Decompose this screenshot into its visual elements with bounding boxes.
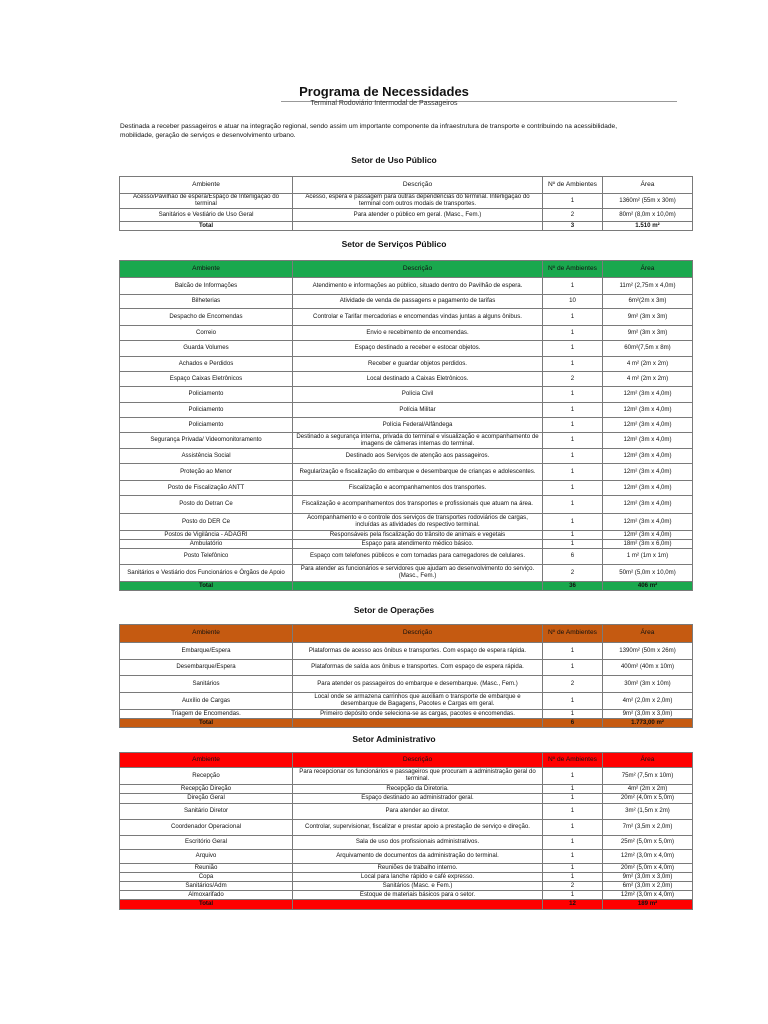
table-row: [120, 341, 693, 357]
cell-descricao: Controlar e Tarifar mercadorias e encomendas vindas juntas a alguns ônibus.: [293, 309, 543, 326]
cell-descricao: Recepção da Diretoria.: [293, 785, 543, 794]
header-descricao: Descrição: [293, 177, 543, 194]
total-row: [120, 719, 693, 728]
cell-ambiente: Postos de Vigilância - ADAGRI: [120, 531, 293, 540]
intro-paragraph: Destinada a receber passageiros e atuar na integração regional, sendo assim um importante componente da infraestrutura de transporte e contribuindo na acessibilidade, mobilidade, geração de serviços e desenvolvimento urbano.: [120, 123, 618, 139]
total-empty-cell: [293, 222, 543, 231]
header-descricao: Descrição: [293, 625, 543, 643]
cell-area: 25m² (5,0m x 5,0m): [603, 836, 693, 850]
cell-numero: 1: [543, 820, 603, 836]
header-numero: Nº de Ambientes: [543, 753, 603, 768]
cell-descricao: Destinado a segurança interna, privada do terminal e visualização e acompanhamento de imagens de câmeras internas do terminal.: [293, 433, 543, 449]
header-ambiente: Ambiente: [120, 625, 293, 643]
cell-descricao: Atividade de venda de passagens e pagamento de tarifas: [293, 295, 543, 309]
table-row: [120, 768, 693, 785]
document-title: Programa de Necessidades: [299, 84, 469, 99]
cell-ambiente: Sanitários/Adm: [120, 882, 293, 891]
cell-numero: 1: [543, 768, 603, 785]
table-row: [120, 326, 693, 341]
cell-numero: 1: [543, 540, 603, 549]
table-row: [120, 496, 693, 514]
table-row: [120, 295, 693, 309]
cell-numero: 1: [543, 464, 603, 481]
header-area: Área: [603, 753, 693, 768]
table-row: [120, 804, 693, 820]
cell-numero: 2: [543, 565, 603, 582]
cell-area: 12m² (3m x 4,0m): [603, 418, 693, 433]
cell-descricao: Acesso, espera e passagem para outras dependências do terminal. Interligação do terminal com outros modais de transportes.: [293, 194, 543, 209]
cell-numero: 1: [543, 531, 603, 540]
total-empty-cell: [293, 900, 543, 910]
cell-ambiente: Policiamento: [120, 403, 293, 418]
cell-numero: 1: [543, 804, 603, 820]
cell-area: 6m²(2m x 3m): [603, 295, 693, 309]
table-row: [120, 209, 693, 222]
cell-ambiente: Segurança Privada/ Videomonitoramento: [120, 433, 293, 449]
cell-ambiente: Sanitários: [120, 676, 293, 693]
total-empty-cell: [293, 719, 543, 728]
cell-numero: 1: [543, 194, 603, 209]
cell-area: 12m² (3,0m x 4,0m): [603, 891, 693, 900]
table-row: [120, 514, 693, 531]
cell-ambiente: Sanitário Diretor: [120, 804, 293, 820]
cell-ambiente: Posto do Detran Ce: [120, 496, 293, 514]
cell-area: 50m² (5,0m x 10,0m): [603, 565, 693, 582]
table-row: [120, 449, 693, 464]
cell-area: 75m² (7,5m x 10m): [603, 768, 693, 785]
cell-numero: 10: [543, 295, 603, 309]
cell-numero: 1: [543, 514, 603, 531]
cell-area: 9m² (3,0m x 3,0m): [603, 710, 693, 719]
cell-area: 400m² (40m x 10m): [603, 660, 693, 676]
cell-descricao: Destinado aos Serviços de atenção aos passageiros.: [293, 449, 543, 464]
cell-numero: 1: [543, 643, 603, 660]
table-servicos: [119, 260, 693, 591]
table-row: [120, 676, 693, 693]
cell-descricao: Primeiro depósito onde seleciona-se as cargas, pacotes e encomendas.: [293, 710, 543, 719]
cell-numero: 1: [543, 794, 603, 804]
header-ambiente: Ambiente: [120, 177, 293, 194]
table-row: [120, 660, 693, 676]
cell-area: 3m² (1,5m x 2m): [603, 804, 693, 820]
cell-area: 12m² (3m x 4,0m): [603, 481, 693, 496]
table-row: [120, 194, 693, 209]
header-numero: Nº de Ambientes: [543, 625, 603, 643]
cell-area: 4 m² (2m x 2m): [603, 372, 693, 387]
cell-descricao: Arquivamento de documentos da administração do terminal.: [293, 850, 543, 864]
header-numero: Nº de Ambientes: [543, 261, 603, 278]
total-area: 1.510 m²: [603, 222, 693, 231]
cell-area: 4 m² (2m x 2m): [603, 357, 693, 372]
cell-numero: 1: [543, 418, 603, 433]
total-label: Total: [120, 900, 293, 910]
total-label: Total: [120, 582, 293, 591]
cell-ambiente: Posto do DER Ce: [120, 514, 293, 531]
cell-ambiente: Posto Telefônico: [120, 549, 293, 565]
table-row: [120, 785, 693, 794]
cell-descricao: Estoque de materiais básicos para o setor.: [293, 891, 543, 900]
total-row: [120, 222, 693, 231]
cell-numero: 1: [543, 326, 603, 341]
cell-ambiente: Arquivo: [120, 850, 293, 864]
cell-area: 12m² (3m x 4,0m): [603, 464, 693, 481]
document-subtitle: Terminal Rodoviário Intermodal de Passageiros: [310, 100, 458, 107]
header-area: Área: [603, 625, 693, 643]
cell-ambiente: Embarque/Espera: [120, 643, 293, 660]
cell-descricao: Responsáveis pela fiscalização do trânsito de animais e vegetais: [293, 531, 543, 540]
cell-area: 6m² (3,0m x 2,0m): [603, 882, 693, 891]
cell-area: 30m² (3m x 10m): [603, 676, 693, 693]
cell-descricao: Espaço destinado ao administrador geral.: [293, 794, 543, 804]
table-row: [120, 418, 693, 433]
cell-ambiente: Espaço Caixas Eletrônicos: [120, 372, 293, 387]
header-descricao: Descrição: [293, 753, 543, 768]
table-row: [120, 565, 693, 582]
table-uso-publico: [119, 176, 693, 231]
cell-numero: 1: [543, 836, 603, 850]
cell-ambiente: Ambulatório: [120, 540, 293, 549]
cell-descricao: Polícia Civil: [293, 387, 543, 403]
header-ambiente: Ambiente: [120, 261, 293, 278]
cell-ambiente: Coordenador Operacional: [120, 820, 293, 836]
cell-descricao: Acompanhamento e o controle dos serviços de transportes rodoviários de cargas, incluídas as atividades do respectivo terminal.: [293, 514, 543, 531]
header-area: Área: [603, 261, 693, 278]
cell-numero: 1: [543, 341, 603, 357]
table-row: [120, 433, 693, 449]
table-row: [120, 540, 693, 549]
table-header-row: [120, 753, 693, 768]
cell-descricao: Sala de uso dos profissionais administrativos.: [293, 836, 543, 850]
table-row: [120, 481, 693, 496]
cell-numero: 1: [543, 710, 603, 719]
cell-descricao: Fiscalização e acompanhamentos dos transportes.: [293, 481, 543, 496]
cell-area: 18m² (3m x 6,0m): [603, 540, 693, 549]
cell-numero: 1: [543, 357, 603, 372]
cell-area: 60m²(7,5m x 8m): [603, 341, 693, 357]
cell-numero: 2: [543, 676, 603, 693]
cell-numero: 1: [543, 693, 603, 710]
cell-descricao: Local onde se armazena carrinhos que auxiliam o transporte de embarque e desembarque de Bagagens, Pacotes e Cargas em geral.: [293, 693, 543, 710]
cell-numero: 1: [543, 481, 603, 496]
table-administrativo: [119, 752, 693, 910]
table-row: [120, 794, 693, 804]
table-row: [120, 387, 693, 403]
cell-descricao: Espaço destinado a receber e estocar objetos.: [293, 341, 543, 357]
table-row: [120, 864, 693, 873]
cell-descricao: Para atender as funcionários e servidores que ajudam ao desenvolvimento do serviço. (Masc., Fem.): [293, 565, 543, 582]
cell-ambiente: Guarda Volumes: [120, 341, 293, 357]
table-row: [120, 549, 693, 565]
cell-ambiente: Reunião: [120, 864, 293, 873]
cell-area: 12m² (3m x 4,0m): [603, 433, 693, 449]
cell-ambiente: Direção Geral: [120, 794, 293, 804]
cell-ambiente: Balcão de Informações: [120, 278, 293, 295]
cell-area: 1390m² (50m x 26m): [603, 643, 693, 660]
total-label: Total: [120, 719, 293, 728]
cell-numero: 1: [543, 660, 603, 676]
table-row: [120, 278, 693, 295]
table-row: [120, 820, 693, 836]
cell-descricao: Plataformas de acesso aos ônibus e transportes. Com espaço de espera rápida.: [293, 643, 543, 660]
cell-area: 12m² (3m x 4,0m): [603, 531, 693, 540]
cell-numero: 1: [543, 433, 603, 449]
total-empty-cell: [293, 582, 543, 591]
cell-area: 9m² (3m x 3m): [603, 326, 693, 341]
cell-ambiente: Escritório Geral: [120, 836, 293, 850]
header-ambiente: Ambiente: [120, 753, 293, 768]
cell-area: 9m² (3,0m x 3,0m): [603, 873, 693, 882]
table-row: [120, 643, 693, 660]
cell-ambiente: Desembarque/Espera: [120, 660, 293, 676]
header-descricao: Descrição: [293, 261, 543, 278]
cell-ambiente: Triagem de Encomendas.: [120, 710, 293, 719]
cell-descricao: Receber e guardar objetos perdidos.: [293, 357, 543, 372]
header-area: Área: [603, 177, 693, 194]
cell-numero: 1: [543, 496, 603, 514]
table-row: [120, 372, 693, 387]
cell-descricao: Para atender os passageiros do embarque e desembarque. (Masc., Fem.): [293, 676, 543, 693]
cell-area: 1360m² (55m x 30m): [603, 194, 693, 209]
cell-descricao: Espaço para atendimento médico básico.: [293, 540, 543, 549]
cell-area: 12m² (3m x 4,0m): [603, 514, 693, 531]
cell-descricao: Fiscalização e acompanhamentos dos transportes e profissionais que atuam na área.: [293, 496, 543, 514]
cell-numero: 1: [543, 278, 603, 295]
cell-descricao: Polícia Federal/Alfândega: [293, 418, 543, 433]
cell-area: 4m² (2,0m x 2,0m): [603, 693, 693, 710]
table-row: [120, 710, 693, 719]
total-count: 12: [543, 900, 603, 910]
cell-numero: 1: [543, 864, 603, 873]
cell-descricao: Envio e recebimento de encomendas.: [293, 326, 543, 341]
cell-descricao: Para atender o público em geral. (Masc., Fem.): [293, 209, 543, 222]
total-row: [120, 582, 693, 591]
cell-area: 80m² (8,0m x 10,0m): [603, 209, 693, 222]
table-header-row: [120, 261, 693, 278]
table-row: [120, 882, 693, 891]
cell-descricao: Reuniões de trabalho interno.: [293, 864, 543, 873]
cell-area: 4m² (2m x 2m): [603, 785, 693, 794]
cell-ambiente: Auxílio de Cargas: [120, 693, 293, 710]
total-row: [120, 900, 693, 910]
table-header-row: [120, 625, 693, 643]
section-title-uso-publico: Setor de Uso Público: [351, 155, 437, 165]
cell-numero: 1: [543, 449, 603, 464]
cell-descricao: Sanitários (Masc. e Fem.): [293, 882, 543, 891]
cell-numero: 1: [543, 309, 603, 326]
cell-numero: 1: [543, 387, 603, 403]
cell-numero: 1: [543, 891, 603, 900]
table-row: [120, 309, 693, 326]
cell-ambiente: Recepção: [120, 768, 293, 785]
cell-numero: 2: [543, 882, 603, 891]
cell-area: 12m² (3m x 4,0m): [603, 449, 693, 464]
cell-numero: 1: [543, 785, 603, 794]
cell-ambiente: Policiamento: [120, 387, 293, 403]
section-title-administrativo: Setor Administrativo: [352, 734, 436, 744]
cell-area: 12m² (3m x 4,0m): [603, 387, 693, 403]
cell-descricao: Para recepcionar os funcionários e passageiros que procuram a administração geral do terminal.: [293, 768, 543, 785]
total-count: 36: [543, 582, 603, 591]
table-row: [120, 464, 693, 481]
table-row: [120, 873, 693, 882]
table-row: [120, 836, 693, 850]
cell-ambiente: Assistência Social: [120, 449, 293, 464]
table-row: [120, 850, 693, 864]
table-row: [120, 357, 693, 372]
cell-descricao: Plataformas de saída aos ônibus e transportes. Com espaço de espera rápida.: [293, 660, 543, 676]
cell-ambiente: Policiamento: [120, 418, 293, 433]
cell-area: 7m² (3,5m x 2,0m): [603, 820, 693, 836]
cell-descricao: Atendimento e informações ao público, situado dentro do Pavilhão de espera.: [293, 278, 543, 295]
total-area: 189 m²: [603, 900, 693, 910]
cell-numero: 1: [543, 850, 603, 864]
cell-numero: 1: [543, 873, 603, 882]
cell-descricao: Regularização e fiscalização do embarque e desembarque de crianças e adolescentes.: [293, 464, 543, 481]
cell-ambiente: Achados e Perdidos: [120, 357, 293, 372]
header-numero: Nº de Ambientes: [543, 177, 603, 194]
cell-descricao: Para atender ao diretor.: [293, 804, 543, 820]
cell-ambiente: Sanitários e Vestiário de Uso Geral: [120, 209, 293, 222]
cell-area: 11m² (2,75m x 4,0m): [603, 278, 693, 295]
cell-ambiente: Proteção ao Menor: [120, 464, 293, 481]
cell-numero: 2: [543, 372, 603, 387]
cell-ambiente: Sanitários e Vestiário dos Funcionários e Órgãos de Apoio: [120, 565, 293, 582]
cell-numero: 1: [543, 403, 603, 418]
total-area: 406 m²: [603, 582, 693, 591]
table-operacoes: [119, 624, 693, 728]
cell-area: 12m² (3m x 4,0m): [603, 403, 693, 418]
cell-ambiente: Copa: [120, 873, 293, 882]
cell-ambiente: Posto de Fiscalização ANTT: [120, 481, 293, 496]
total-label: Total: [120, 222, 293, 231]
total-count: 6: [543, 719, 603, 728]
cell-ambiente: Acesso/Pavilhão de espera/Espaço de Interligação do terminal: [120, 194, 293, 209]
cell-area: 12m² (3,0m x 4,0m): [603, 850, 693, 864]
table-row: [120, 891, 693, 900]
table-row: [120, 531, 693, 540]
cell-ambiente: Recepção Direção: [120, 785, 293, 794]
total-area: 1.773,00 m²: [603, 719, 693, 728]
cell-area: 20m² (5,0m x 4,0m): [603, 864, 693, 873]
cell-numero: 6: [543, 549, 603, 565]
cell-ambiente: Almoxarifado: [120, 891, 293, 900]
cell-ambiente: Despacho de Encomendas: [120, 309, 293, 326]
total-count: 3: [543, 222, 603, 231]
cell-descricao: Local para lanche rápido e café expresso.: [293, 873, 543, 882]
cell-numero: 2: [543, 209, 603, 222]
table-header-row: [120, 177, 693, 194]
cell-area: 20m² (4,0m x 5,0m): [603, 794, 693, 804]
table-row: [120, 403, 693, 418]
section-title-servicos: Setor de Serviços Público: [341, 239, 447, 249]
cell-ambiente: Correio: [120, 326, 293, 341]
cell-descricao: Controlar, supervisionar, fiscalizar e prestar apoio a prestação de serviço e direção.: [293, 820, 543, 836]
cell-area: 1 m² (1m x 1m): [603, 549, 693, 565]
section-title-operacoes: Setor de Operações: [353, 605, 435, 615]
cell-descricao: Espaço com telefones públicos e com tomadas para carregadores de celulares.: [293, 549, 543, 565]
cell-descricao: Local destinado a Caixas Eletrônicos.: [293, 372, 543, 387]
cell-area: 12m² (3m x 4,0m): [603, 496, 693, 514]
cell-descricao: Polícia Militar: [293, 403, 543, 418]
cell-area: 9m² (3m x 3m): [603, 309, 693, 326]
table-row: [120, 693, 693, 710]
cell-ambiente: Bilheterias: [120, 295, 293, 309]
